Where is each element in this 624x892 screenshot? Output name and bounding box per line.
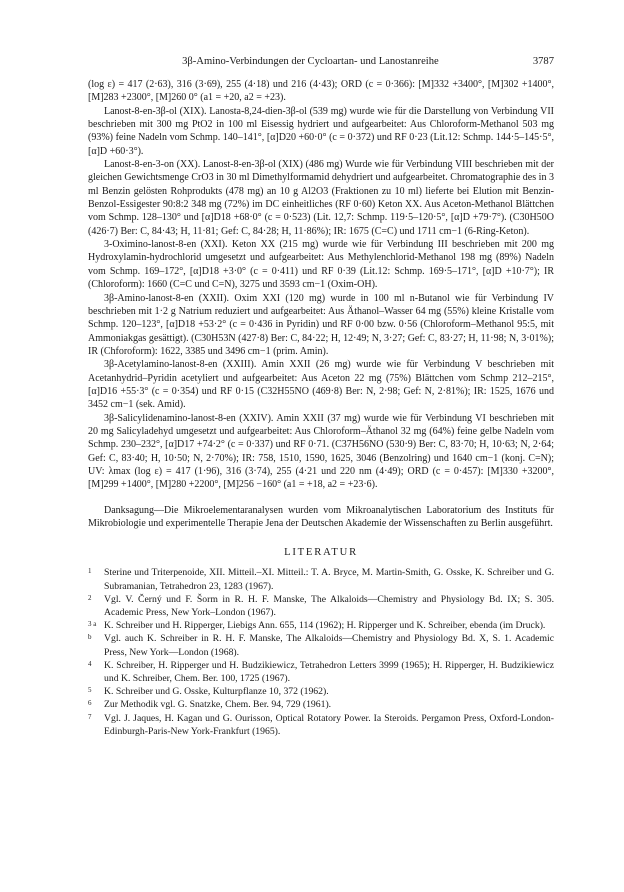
reference-text: K. Schreiber und G. Osske, Kulturpflanze 10, 372 (1962). — [104, 686, 329, 698]
reference-number: 6 — [88, 699, 92, 708]
paragraph: Lanost-8-en-3-on (XX). Lanost-8-en-3β-ol (XIX) (486 mg) Wurde wie für Verbindung VIII beschrieben mit der gleichen Gewichtsmenge CrO3 in 30 ml Dimethylformamid dehydriert und aufgearbeitet. Chromatographie des in 3 ml Benzin gelösten Rohprodukts (478 mg) an 10 g Al2O3 (Fraktionen zu 10 ml) lieferte bei Elution mit Benzin-Benzol-Essigester 90:8:2 348 mg (72%) im DC einheitliches (RF 0·60) Keton XX. Aus Aceton-Methanol Blättchen vom Schmp. 128–130° und [α]D18 +68·0° (c = 0·523) (Lit. 12,7: Schmp. 119·5–120·5°, [α]D +79·7°). (C30H50O (426·7) Ber: C, 84·43; H, 11·81; Gef: C, 84·28; H, 11·86%); IR: 1675 (C=C) und 1711 cm−1 (6-Ring-Keton). — [88, 159, 554, 237]
reference-item — [88, 659, 554, 685]
reference-number: 1 — [88, 567, 92, 576]
reference-item — [88, 593, 554, 619]
reference-number: 3 a — [88, 620, 97, 629]
paragraph: 3β-Amino-lanost-8-en (XXII). Oxim XXI (120 mg) wurde in 100 ml n-Butanol wie für Verbindung IV beschrieben mit 1·2 g Natrium reduziert und aufgearbeitet: Aus Äthanol–Wasser 64 mg (55%) kleine Kristalle vom Schmp. 120–123°, [α]D18 +53·2° (c = 0·436 in Pyridin) und RF 0·00 bzw. 0·56 (Chloroform–Methanol 95:5, mit Ammoniakgas gesättigt). (C30H53N (427·8) Ber: C, 84·22; H, 12·49; N, 3·27; Gef: C, 83·27; H, 11·98; N, 3·01%); IR (Chforoform): 1622, 3385 und 3496 cm−1 (prim. Amin). — [88, 292, 554, 357]
reference-number: b — [88, 633, 92, 642]
reference-number: 5 — [88, 686, 92, 695]
page — [88, 56, 554, 738]
reference-text: Vgl. auch K. Schreiber in R. H. F. Manske, The Alkaloids—Chemistry and Physiology Bd. X, S. 1. Academic Press, New York—London (1968). — [104, 633, 554, 658]
reference-item — [88, 632, 554, 658]
literature-heading: LITERATUR — [284, 547, 358, 559]
reference-text: Vgl. V. Černý und F. Šorm in R. H. F. Manske, The Alkaloids—Chemistry and Physiology Bd. IX; S. 305. Academic Press, New York–London (1967). — [104, 593, 554, 618]
reference-item — [88, 619, 554, 632]
reference-text: Zur Methodik vgl. G. Snatzke, Chem. Ber. 94, 729 (1961). — [104, 699, 332, 711]
experimental-section — [88, 78, 554, 492]
reference-text: Vgl. J. Jaques, H. Kagan und G. Ourisson, Optical Rotatory Power. Ia Steroids. Pergamon Press, Oxford-London-Edinburgh-Paris-New York-Frankfurt (1965). — [104, 712, 554, 737]
reference-item — [88, 712, 554, 738]
reference-item — [88, 698, 554, 711]
page-number: 3787 — [532, 56, 554, 67]
reference-item — [88, 685, 554, 698]
reference-text: K. Schreiber und H. Ripperger, Liebigs Ann. 655, 114 (1962); H. Ripperger und K. Schreiber, ebenda (im Druck). — [104, 620, 546, 632]
acknowledgement: Danksagung—Die Mikroelementaranalysen wurden vom Mikroanalytischen Laboratorium des Instituts für Mikrobiologie und experimentelle Therapie Jena der Deutschen Akademie der Wissenschaften zu Berlin ausgeführt. — [88, 504, 554, 529]
reference-number: 4 — [88, 659, 92, 668]
paragraph: 3β-Acetylamino-lanost-8-en (XXIII). Amin XXII (26 mg) wurde wie für Verbindung V beschrieben mit Acetanhydrid–Pyridin acetyliert und aufgearbeitet: Aus Aceton 22 mg (75%) Blättchen vom Schmp 212–215°, [α]D16 +55·3° (c = 0·354) und RF 0·15 (C32H55NO (469·8) Ber: N, 2·98; Gef: N, 2·81%); IR: 1525, 1676 und 3452 cm−1 (sek. Amid). — [88, 359, 554, 411]
paragraph: Lanost-8-en-3β-ol (XIX). Lanosta-8,24-dien-3β-ol (539 mg) wurde wie für die Darstellung von Verbindung VII beschrieben mit 300 mg PtO2 in 100 ml Eisessig hydriert und aufgearbeitet: Aus Chloroform-Methanol 503 mg (93%) feine Nadeln vom Schmp. 140–141°, [α]D20 +60·0° (c = 0·372) und RF 0·23 (Lit.12: Schmp. 144·5–145·5°, [α]D +60·3°). — [88, 105, 554, 157]
paragraph: 3β-Salicylidenamino-lanost-8-en (XXIV). Amin XXII (37 mg) wurde wie für Verbindung VI beschrieben mit 20 mg Salicyladehyd umgesetzt und aufgearbeitet: Aus Chloroform–Äthanol 32 mg (64%) feine gelbe Nadeln vom Schmp. 230–232°, [α]D17 +74·2° (c = 0·337) und RF 0·71. (C37H56NO (530·9) Ber: C, 83·70; H, 10·63; N, 2·64; Gef: C, 83·40; H, 10·50; N, 2·70%); IR: 758, 1510, 1590, 1625, 3046 (Benzolring) und 1640 cm−1 (konj. C=N); UV: λmax (log ε) = 417 (1·96), 316 (3·74), 255 (4·21 und 220 nm (4·49); ORD (c = 0·457): [M]330 +3200°, [M]299 +1400°, [M]280 +2200°, [M]256 −160° (a1 = +18, a2 = +23·6). — [88, 412, 554, 491]
reference-text: K. Schreiber, H. Ripperger und H. Budzikiewicz, Tetrahedron Letters 3999 (1965); H. Ripperger, H. Budzikiewicz und K. Schreiber, Chem. Ber. 100, 1725 (1967). — [104, 659, 554, 684]
reference-number: 7 — [88, 712, 92, 721]
reference-list — [88, 566, 554, 738]
reference-number: 2 — [88, 593, 92, 602]
reference-text: Sterine und Triterpenoide, XII. Mitteil.–XI. Mitteil.: T. A. Bryce, M. Martin-Smith, G. Osske, K. Schreiber und G. Subramanian, Tetrahedron 23, 1283 (1967). — [104, 567, 554, 592]
paragraph: (log ε) = 417 (2·63), 316 (3·69), 255 (4·18) und 216 (4·43); ORD (c = 0·366): [M]332 +3400°, [M]302 +1400°, [M]283 +2300°, [M]260 0° (a1 = +20, a2 = +23). — [88, 79, 554, 104]
running-title: 3β-Amino-Verbindungen der Cycloartan- und Lanostanreihe — [182, 56, 439, 67]
paragraph: 3-Oximino-lanost-8-en (XXI). Keton XX (215 mg) wurde wie für Verbindung III beschrieben mit 200 mg Hydroxylamin-hydrochlorid umgesetzt und aufgearbeitet: Aus Methylenchlorid-Methanol 198 mg (89%) Nadeln vom Schmp. 169–172°, [α]D18 +3·0° (c = 0·411) und RF 0·39 (Lit.12: Schmp. 169·5–171°, [α]D +10·7°); IR (Chloroform): 1660 (C=C und C=N), 3275 und 3593 cm−1 (Oxim-OH). — [88, 239, 554, 291]
running-header — [88, 56, 554, 67]
reference-item — [88, 566, 554, 592]
